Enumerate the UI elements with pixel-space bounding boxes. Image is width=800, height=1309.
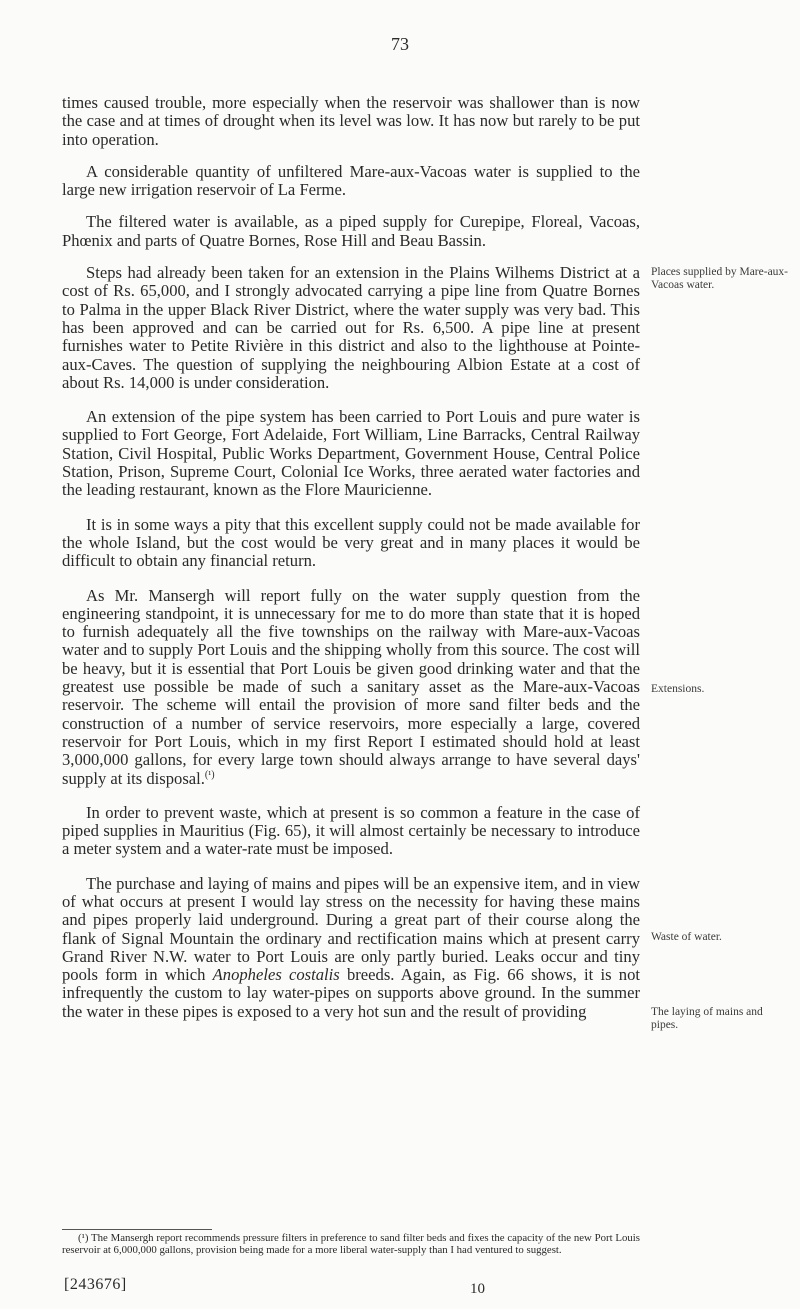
signature-mark: 10 [470,1281,485,1297]
paragraph-whole-island: It is in some ways a pity that this excellent supply could not be made available for the whole Island, but the cost would be very great and in many places it would be difficult to obtain any financial return. [62,514,640,571]
paragraph-filtered-supply: The filtered water is available, as a piped supply for Curepipe, Floreal, Vacoas, Phœnix and parts of Quatre Bornes, Rose Hill and Beau Bassin. [62,212,640,250]
margin-note-places-supplied: Places supplied by Mare-aux-Vacoas water. [651,266,789,291]
paragraph-plains-wilhems: Steps had already been taken for an extension in the Plains Wilhems District at a cost of Rs. 65,000, and I strongly advocated carrying a pipe line from Quatre Bornes to Palma in the upper Black River District, where the water supply was very bad. This has been approved and can be carried out for Rs. 6,500. A pipe line at present furnishes water to Petite Rivière in this district and also to the lighthouse at Pointe-aux-Caves. The question of supplying the neighbouring Albion Estate at a cost of about Rs. 14,000 is under consideration. [62,263,640,392]
paragraph-continuation: times caused trouble, more especially when the reservoir was shallower than is now the case and at times of drought when its level was low. It has now but rarely to be put into operation. [62,93,640,149]
paragraph-port-louis-extension: An extension of the pipe system has been carried to Port Louis and pure water is supplied to Fort George, Fort Adelaide, Fort William, Line Barracks, Central Railway Station, Civil Hospital, Public Works Department, Government House, Central Police Station, Prison, Supreme Court, Colonial Ice Works, three aerated water factories and the leading restaurant, known as the Flore Mauricienne. [62,407,640,500]
paragraph-mains-laying [62,875,640,1021]
footnote-divider [62,1229,212,1230]
print-code: [243676] [64,1276,127,1293]
paragraph-unfiltered-supply: A considerable quantity of unfiltered Mare-aux-Vacoas water is supplied to the large new irrigation reservoir of La Ferme. [62,161,640,200]
paragraph-mansergh-text: As Mr. Mansergh will report fully on the water supply question from the engineering standpoint, it is unnecessary for me to do more than state that it is hoped to furnish adequately all the five townships on the railway with Mare-aux-Vacoas water and to supply Port Louis and the shipping wholly from this source. The cost will be heavy, but it is essential that Port Louis be given good drinking water and that the greatest use possible be made of such a sanitary asset as the Mare-aux-Vacoas reservoir. The scheme will entail the provision of more sand filter beds and the construction of a number of service reservoirs, more especially a large, covered reservoir for Port Louis, which in my first Report I estimated should hold at least 3,000,000 gallons, for every large town should always arrange to have several days' supply at its disposal. [62,585,640,788]
mains-text-part-2: breeds. Again, as Fig. 66 shows, it is not infrequently the custom to lay water-pipes on supports above ground. In the summer the water in these pipes is exposed to a very hot sun and the result of providing [62,965,640,1021]
mains-text-part-1: The purchase and laying of mains and pipes will be an expensive item, and in view of what occurs at present I would lay stress on the necessity for having these mains and pipes properly laid underground. During a great part of their course along the flank of Signal Mountain the ordinary and rectification mains which at present carry Grand River N.W. water to Port Louis are only partly buried. Leaks occur and tiny pools form in which [62,873,640,985]
margin-note-laying-mains: The laying of mains and pipes. [651,1006,763,1031]
species-name: Anopheles costalis [212,965,340,985]
page-number: 73 [391,34,409,54]
paragraph-waste: In order to prevent waste, which at present is so common a feature in the case of piped supplies in Mauritius (Fig. 65), it will almost certainly be necessary to introduce a meter system and a water-rate must be imposed. [62,802,640,859]
paragraph-mansergh-report [62,587,640,788]
body-text [62,94,640,1035]
footnote-reference: (¹) [204,768,215,780]
margin-note-extensions: Extensions. [651,683,705,695]
margin-note-waste: Waste of water. [651,931,722,943]
footnote: (¹) The Mansergh report recommends pressure filters in preference to sand filter beds and fixes the capacity of the new Port Louis reservoir at 6,000,000 gallons, provision being made for a more liberal water-supply than I had ventured to suggest. [62,1232,640,1256]
